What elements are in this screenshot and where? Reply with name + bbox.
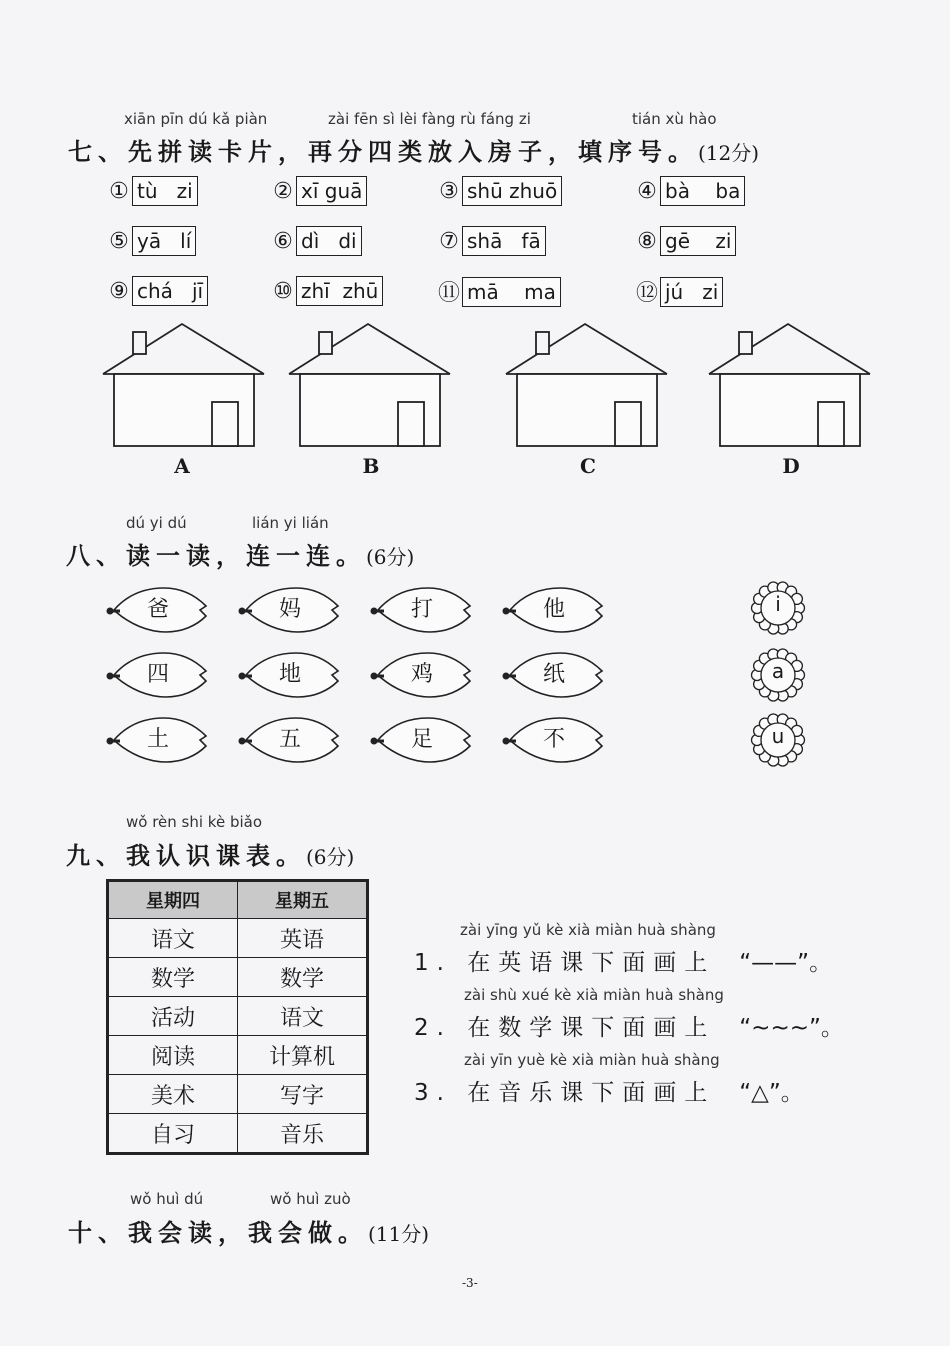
table-row xyxy=(108,1036,368,1075)
leaf-character: 五 xyxy=(278,727,301,752)
leaf-card xyxy=(106,645,210,705)
leaf-card xyxy=(106,710,210,770)
leaf-character: 打 xyxy=(410,597,433,622)
card-pinyin: shā fā xyxy=(462,226,546,256)
card-number: ⑫ xyxy=(635,281,658,306)
house-label: A xyxy=(174,454,190,478)
leaf-character: 纸 xyxy=(542,662,565,687)
task-2-text: 2. 在数学课下面画上 xyxy=(414,1015,716,1041)
table-cell: 计算机 xyxy=(238,1036,368,1075)
table-cell: 阅读 xyxy=(108,1036,238,1075)
card-number: ⑨ xyxy=(109,278,129,304)
house-drawing xyxy=(288,322,452,448)
pinyin-card xyxy=(106,176,198,206)
card-pinyin: gē zi xyxy=(660,226,736,256)
table-cell: 音乐 xyxy=(238,1114,368,1154)
card-pinyin: bà ba xyxy=(660,176,745,206)
card-number: ① xyxy=(109,178,129,204)
page-number: -3- xyxy=(462,1276,478,1290)
pinyin-card xyxy=(436,176,562,206)
task-1-mark: “——”。 xyxy=(739,950,833,976)
pinyin-card xyxy=(634,226,736,256)
flower-i xyxy=(750,580,806,636)
q10-title-row xyxy=(68,1213,429,1248)
table-row xyxy=(108,1114,368,1154)
q10-pinyin-2: wǒ huì zuò xyxy=(270,1190,351,1208)
pinyin-card xyxy=(106,226,196,256)
q7-score: (12分) xyxy=(698,141,760,165)
pinyin-card xyxy=(270,276,383,306)
q10-score: (11分) xyxy=(368,1222,430,1246)
task-2-mark: “~~~”。 xyxy=(739,1015,844,1041)
header-friday: 星期五 xyxy=(238,881,368,919)
card-number: ⑩ xyxy=(273,278,293,304)
q7-pinyin-2: zài fēn sì lèi fàng rù fáng zi xyxy=(328,110,531,128)
card-pinyin: yā lí xyxy=(132,226,196,256)
q7-pinyin-1: xiān pīn dú kǎ piàn xyxy=(124,110,268,128)
card-pinyin: tù zi xyxy=(132,176,198,206)
table-cell: 美术 xyxy=(108,1075,238,1114)
house-b xyxy=(288,322,452,482)
task-1-text: 1. 在英语课下面画上 xyxy=(414,950,716,976)
pinyin-card xyxy=(436,226,546,256)
pinyin-card xyxy=(436,276,561,307)
house-drawing xyxy=(505,322,669,448)
card-number: ④ xyxy=(637,178,657,204)
leaf-card xyxy=(238,710,342,770)
leaf-character: 妈 xyxy=(278,597,301,622)
leaf-character: 不 xyxy=(542,727,565,752)
house-label: D xyxy=(782,454,800,478)
leaf-card xyxy=(370,710,474,770)
task-3-mark: “△”。 xyxy=(739,1080,804,1106)
q8-score: (6分) xyxy=(366,545,415,569)
house-drawing xyxy=(708,322,872,448)
table-cell: 语文 xyxy=(238,997,368,1036)
card-number: ⑧ xyxy=(637,228,657,254)
house-label: C xyxy=(580,454,596,478)
leaf-character: 他 xyxy=(542,597,565,622)
header-thursday: 星期四 xyxy=(108,881,238,919)
table-row xyxy=(108,958,368,997)
leaf-character: 四 xyxy=(146,662,169,687)
schedule-table-wrap xyxy=(106,879,369,1155)
task-2-pinyin: zài shù xué kè xià miàn huà shàng xyxy=(464,986,724,1004)
q7-title: 七、先拼读卡片，再分四类放入房子，填序号。 xyxy=(68,138,698,166)
card-number: ⑥ xyxy=(273,228,293,254)
leaf-card xyxy=(370,645,474,705)
task-1 xyxy=(414,944,832,977)
card-pinyin: zhī zhū xyxy=(296,276,383,306)
leaf-card xyxy=(502,710,606,770)
task-3-pinyin: zài yīn yuè kè xià miàn huà shàng xyxy=(464,1051,720,1069)
flower-a xyxy=(750,647,806,703)
schedule-table xyxy=(106,879,369,1155)
house-d xyxy=(708,322,872,482)
task-3 xyxy=(414,1074,804,1107)
leaf-character: 地 xyxy=(278,662,301,687)
table-cell: 英语 xyxy=(238,919,368,958)
table-row xyxy=(108,997,368,1036)
pinyin-card xyxy=(270,226,362,256)
card-pinyin: jú zi xyxy=(660,277,723,307)
leaf-card xyxy=(502,580,606,640)
flower-vowel: i xyxy=(775,592,781,616)
card-pinyin: dì di xyxy=(296,226,362,256)
task-1-pinyin: zài yīng yǔ kè xià miàn huà shàng xyxy=(460,921,716,939)
pinyin-card xyxy=(106,276,208,306)
table-header-row xyxy=(108,881,368,919)
table-cell: 数学 xyxy=(108,958,238,997)
house-drawing xyxy=(102,322,266,448)
leaf-card xyxy=(238,645,342,705)
q10-title: 十、我会读，我会做。 xyxy=(68,1219,368,1247)
q8-pinyin-2: lián yi lián xyxy=(252,514,329,532)
card-pinyin: mā ma xyxy=(462,277,561,307)
card-number: ③ xyxy=(439,178,459,204)
leaf-character: 爸 xyxy=(146,597,169,622)
q7-title-row xyxy=(68,132,759,167)
flower-u xyxy=(750,712,806,768)
house-c xyxy=(505,322,669,482)
leaf-character: 土 xyxy=(146,727,169,752)
flower-vowel: u xyxy=(771,724,785,748)
q9-pinyin: wǒ rèn shi kè biǎo xyxy=(126,813,263,831)
pinyin-card xyxy=(270,176,367,206)
table-cell: 语文 xyxy=(108,919,238,958)
q8-title-row xyxy=(66,536,414,571)
task-2 xyxy=(414,1009,844,1042)
leaf-card xyxy=(370,580,474,640)
card-pinyin: shū zhuō xyxy=(462,176,562,206)
card-pinyin: chá jī xyxy=(132,276,208,306)
flower-vowel: a xyxy=(771,659,785,683)
house-label: B xyxy=(362,454,380,478)
table-cell: 写字 xyxy=(238,1075,368,1114)
leaf-character: 足 xyxy=(410,727,433,752)
card-pinyin: xī guā xyxy=(296,176,367,206)
q9-title: 九、我认识课表。 xyxy=(66,842,306,870)
q10-pinyin-1: wǒ huì dú xyxy=(130,1190,204,1208)
card-number: ② xyxy=(273,178,293,204)
table-cell: 自习 xyxy=(108,1114,238,1154)
q8-title: 八、读一读，连一连。 xyxy=(66,542,366,570)
q9-score: (6分) xyxy=(306,845,355,869)
table-row xyxy=(108,1075,368,1114)
table-row xyxy=(108,919,368,958)
task-3-text: 3. 在音乐课下面画上 xyxy=(414,1080,716,1106)
leaf-character: 鸡 xyxy=(410,662,433,687)
leaf-card xyxy=(502,645,606,705)
leaf-card xyxy=(238,580,342,640)
q9-title-row xyxy=(66,836,354,871)
card-number: ⑦ xyxy=(439,228,459,254)
card-number: ⑪ xyxy=(437,281,460,306)
pinyin-card xyxy=(634,276,723,307)
q8-pinyin-1: dú yi dú xyxy=(126,514,187,532)
q7-pinyin-3: tián xù hào xyxy=(632,110,717,128)
pinyin-card xyxy=(634,176,745,206)
house-a xyxy=(102,322,266,482)
table-cell: 数学 xyxy=(238,958,368,997)
table-cell: 活动 xyxy=(108,997,238,1036)
leaf-card xyxy=(106,580,210,640)
card-number: ⑤ xyxy=(109,228,129,254)
